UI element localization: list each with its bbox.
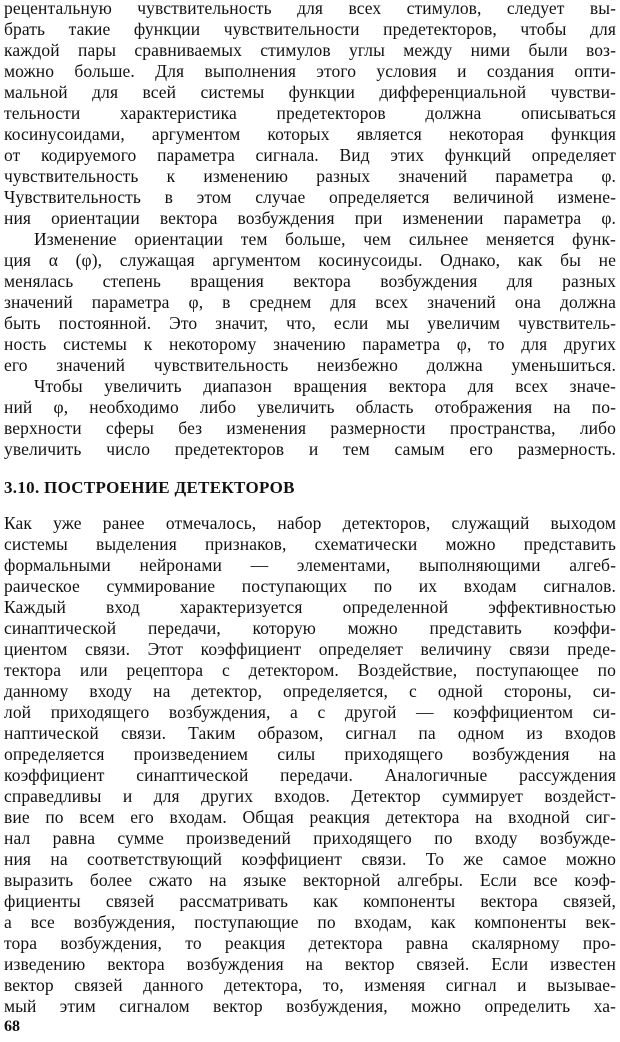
text-line: определяется произведением силы приходящего возбуждения на <box>4 744 616 764</box>
text-line: тельности характеристика предетекторов должна описываться <box>4 103 616 123</box>
text-line: значений параметра φ, в среднем для всех значений она должна <box>4 292 616 312</box>
text-line: быть постоянной. Это значит, что, если мы увеличим чувствитель- <box>4 313 616 333</box>
text-line: циентом связи. Этот коэффициент определяет величину связи преде- <box>4 639 616 659</box>
text-line: менялась степень вращения вектора возбуждения для разных <box>4 271 616 291</box>
text-line: нал равна сумме произведений приходящего по входу возбужде- <box>4 828 616 848</box>
text-line: фициенты связей рассматривать как компоненты вектора связей, <box>4 891 616 911</box>
text-line: лой приходящего возбуждения, а с другой — коэффициентом си- <box>4 702 616 722</box>
text-line: формальными нейронами — элементами, выполняющими алгеб- <box>4 555 616 575</box>
text-line: изведению вектора возбуждения на вектор связей. Если известен <box>4 954 616 974</box>
text-line: тора возбуждения, то реакция детектора равна скалярному про- <box>4 933 616 953</box>
text-line: увеличить число предетекторов и тем самым его размерность. <box>4 439 616 459</box>
text-line: верхности сферы без изменения размерности пространства, либо <box>4 418 616 438</box>
text-line: косинусоидами, аргументом которых является некоторая функция <box>4 124 616 144</box>
section-heading: 3.10. ПОСТРОЕНИЕ ДЕТЕКТОРОВ <box>4 478 295 497</box>
text-line: системы выделения признаков, схематически можно представить <box>4 534 616 554</box>
text-line: коэффициент синаптической передачи. Аналогичные рассуждения <box>4 765 616 785</box>
text-line: выразить более сжато на языке векторной алгебры. Если все коэф- <box>4 870 616 890</box>
text-line: брать такие функции чувствительности предетекторов, чтобы для <box>4 19 616 39</box>
text-line: Чувствительность в этом случае определяется величиной измене- <box>4 187 616 207</box>
text-line: вие по всем его входам. Общая реакция детектора на входной сиг- <box>4 807 616 827</box>
text-line: ния на соответствующий коэффициент связи. То же самое можно <box>4 849 616 869</box>
text-line: а все возбуждения, поступающие по входам, как компоненты век- <box>4 912 616 932</box>
text-line: Как уже ранее отмечалось, набор детекторов, служащий выходом <box>4 513 616 533</box>
text-line: можно больше. Для выполнения этого условия и создания опти- <box>4 61 616 81</box>
text-line: Чтобы увеличить диапазон вращения вектора для всех значе- <box>34 376 616 396</box>
text-line: чувствительность к изменению разных значений параметра φ. <box>4 166 616 186</box>
text-line: справедливы и для других входов. Детектор суммирует воздейст- <box>4 786 616 806</box>
text-line: данному входу на детектор, определяется, с одной стороны, си- <box>4 681 616 701</box>
text-line: Каждый вход характеризуется определенной эффективностью <box>4 597 616 617</box>
text-line: ность системы к некоторому значению параметра φ, то для других <box>4 334 616 354</box>
text-line: синаптической передачи, которую можно представить коэффи- <box>4 618 616 638</box>
text-line: ний φ, необходимо либо увеличить область отображения на по- <box>4 397 616 417</box>
text-line: рецентальную чувствительность для всех стимулов, следует вы- <box>4 0 616 18</box>
text-line: мый этим сигналом вектор возбуждения, можно определить ха- <box>4 996 616 1016</box>
text-line: Изменение ориентации тем больше, чем сильнее меняется функ- <box>34 229 616 249</box>
text-line: его значений чувствительность неизбежно должна уменьшиться. <box>4 355 616 375</box>
text-line: каждой пары сравниваемых стимулов углы между ними были воз- <box>4 40 616 60</box>
text-line: раическое суммирование поступающих по их входам сигналов. <box>4 576 616 596</box>
text-line: ния ориентации вектора возбуждения при изменении параметра φ. <box>4 208 616 228</box>
text-line: от кодируемого параметра сигнала. Вид этих функций определяет <box>4 145 616 165</box>
text-line: наптической связи. Таким образом, сигнал па одном из входов <box>4 723 616 743</box>
text-line: ция α (φ), служащая аргументом косинусоиды. Однако, как бы не <box>4 250 616 270</box>
text-line: мальной для всей системы функции дифференциальной чувстви- <box>4 82 616 102</box>
text-line: тектора или рецептора с детектором. Воздействие, поступающее по <box>4 660 616 680</box>
text-line: вектор связей данного детектора, то, изменяя сигнал и вызывае- <box>4 975 616 995</box>
page-number: 68 <box>4 1018 20 1035</box>
book-page <box>4 0 616 1042</box>
